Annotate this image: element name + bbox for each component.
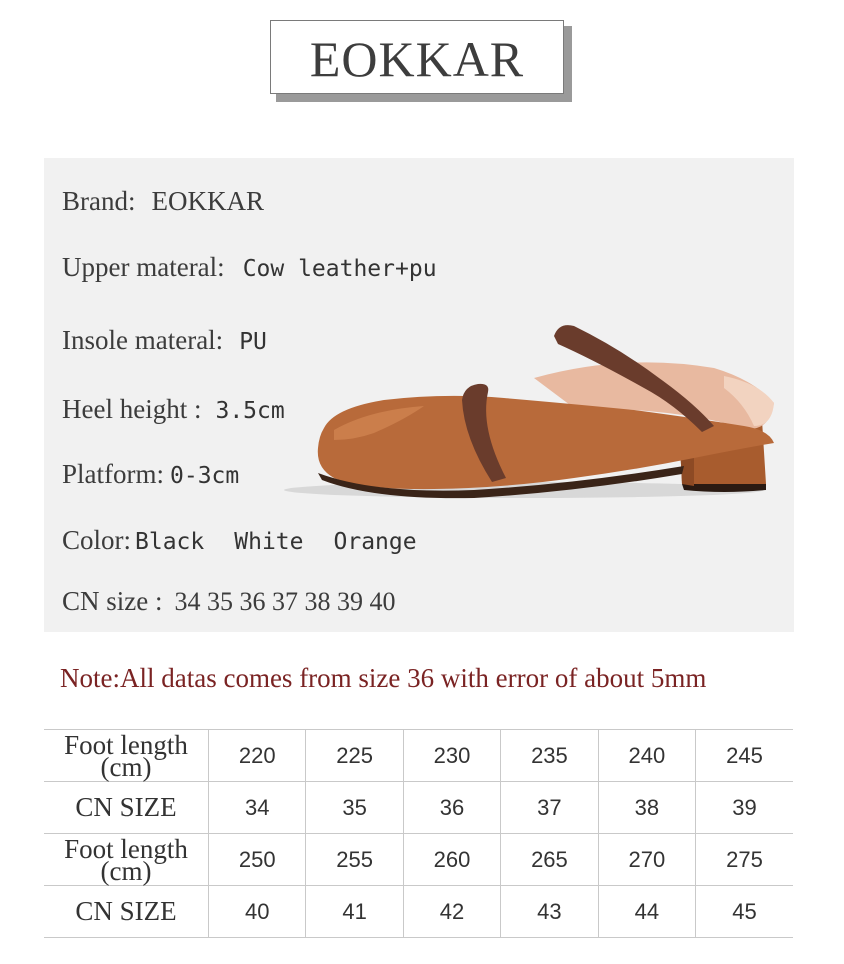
heel-sole [682, 484, 766, 492]
table-cell: 240 [598, 730, 695, 782]
table-cell: 36 [403, 782, 500, 834]
spec-upper [62, 252, 437, 283]
table-cell: 230 [403, 730, 500, 782]
platform-value: 0-3cm [170, 463, 240, 489]
table-row [44, 782, 793, 834]
table-cell: 250 [209, 834, 306, 886]
foot-length-unit: (cm) [100, 855, 152, 886]
insole-value: PU [239, 329, 267, 355]
color-option-orange: Orange [333, 529, 417, 555]
table-cell: 265 [501, 834, 598, 886]
foot-length-label: Foot length [64, 833, 188, 864]
heel-value: 3.5cm [215, 398, 285, 424]
foot-length-unit: (cm) [100, 751, 152, 782]
spec-brand [62, 186, 264, 217]
upper-value: Cow leather+pu [242, 256, 437, 282]
table-cell: 40 [209, 886, 306, 938]
cnsize-value: 34 35 36 37 38 39 40 [174, 587, 396, 616]
spec-platform [62, 459, 239, 490]
table-cell: 38 [598, 782, 695, 834]
table-cell: 260 [403, 834, 500, 886]
table-cell: 220 [209, 730, 306, 782]
spec-heel [62, 394, 285, 425]
insole-label: Insole materal: [62, 325, 224, 355]
spec-cn-size [62, 586, 396, 617]
size-table [44, 729, 793, 938]
spec-insole [62, 325, 267, 356]
table-cell: 44 [598, 886, 695, 938]
table-cell: 41 [306, 886, 403, 938]
cnsize-label: CN size : [62, 586, 163, 616]
logo-box [270, 20, 564, 94]
table-cell: 270 [598, 834, 695, 886]
brand-logo [270, 20, 570, 100]
measurement-note: Note:All datas comes from size 36 with error of about 5mm [60, 663, 707, 693]
table-cell: 45 [696, 886, 793, 938]
color-option-black: Black [135, 529, 205, 555]
color-label: Color: [62, 525, 132, 555]
foot-length-header [44, 730, 209, 782]
foot-length-label: Foot length [64, 729, 188, 760]
cn-size-header: CN SIZE [44, 886, 209, 938]
table-cell: 255 [306, 834, 403, 886]
table-cell: 245 [696, 730, 793, 782]
shoe-image [274, 308, 794, 508]
upper-label: Upper materal: [62, 252, 225, 282]
table-cell: 275 [696, 834, 793, 886]
platform-label: Platform: [62, 459, 164, 489]
table-cell: 39 [696, 782, 793, 834]
table-cell: 37 [501, 782, 598, 834]
spec-panel [44, 158, 794, 632]
table-cell: 43 [501, 886, 598, 938]
spec-color [62, 525, 417, 556]
table-cell: 35 [306, 782, 403, 834]
table-row [44, 886, 793, 938]
table-cell: 42 [403, 886, 500, 938]
table-row [44, 834, 793, 886]
color-option-white: White [234, 529, 304, 555]
table-cell: 235 [501, 730, 598, 782]
brand-label: Brand: [62, 186, 136, 216]
foot-length-header [44, 834, 209, 886]
brand-value: EOKKAR [151, 186, 264, 216]
logo-text: EOKKAR [309, 31, 525, 87]
cn-size-header: CN SIZE [44, 782, 209, 834]
table-cell: 225 [306, 730, 403, 782]
heel-label: Heel height : [62, 394, 202, 424]
table-row [44, 730, 793, 782]
table-cell: 34 [209, 782, 306, 834]
